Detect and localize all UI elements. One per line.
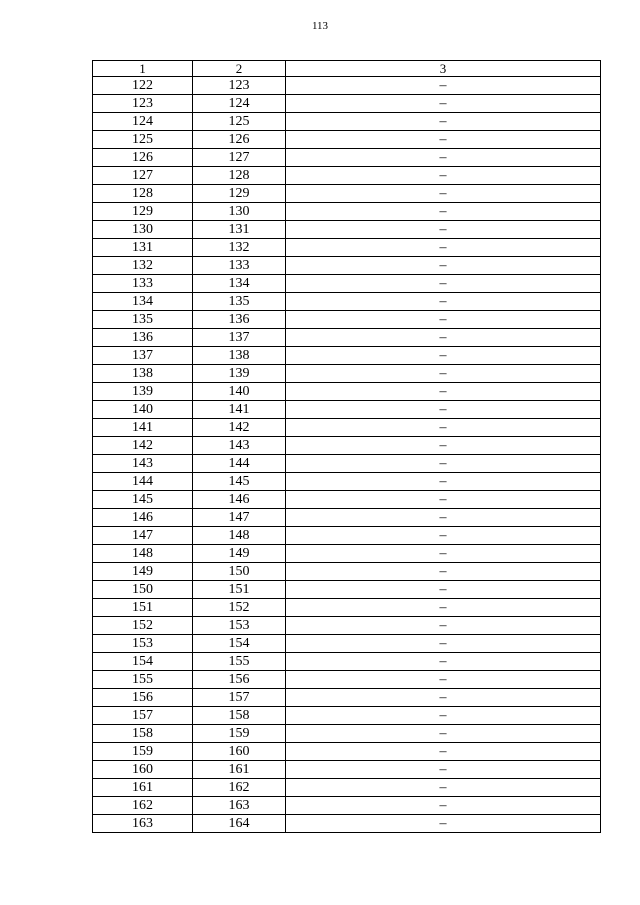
table-cell: 124 xyxy=(93,113,193,131)
table-cell: 130 xyxy=(93,221,193,239)
table-cell: 131 xyxy=(93,239,193,257)
table-row xyxy=(93,527,601,545)
table-row xyxy=(93,257,601,275)
table-cell: – xyxy=(286,563,601,581)
table-cell: – xyxy=(286,797,601,815)
table-cell: 154 xyxy=(193,635,286,653)
table-row xyxy=(93,347,601,365)
table-cell: 156 xyxy=(93,689,193,707)
table-cell: 147 xyxy=(193,509,286,527)
table-cell: – xyxy=(286,761,601,779)
table-cell: – xyxy=(286,779,601,797)
table-row xyxy=(93,77,601,95)
table-cell: 151 xyxy=(93,599,193,617)
table-row xyxy=(93,545,601,563)
table-row xyxy=(93,689,601,707)
table-cell: 155 xyxy=(93,671,193,689)
table-row xyxy=(93,293,601,311)
table-cell: 139 xyxy=(193,365,286,383)
table-cell: – xyxy=(286,815,601,833)
table-cell: 145 xyxy=(193,473,286,491)
table-row xyxy=(93,473,601,491)
table-cell: 123 xyxy=(193,77,286,95)
table-cell: 123 xyxy=(93,95,193,113)
table-cell: 134 xyxy=(93,293,193,311)
table-cell: – xyxy=(286,383,601,401)
table-cell: 128 xyxy=(193,167,286,185)
table-cell: – xyxy=(286,185,601,203)
table-cell: – xyxy=(286,149,601,167)
table-cell: 132 xyxy=(193,239,286,257)
table-cell: 161 xyxy=(193,761,286,779)
table-cell: 142 xyxy=(93,437,193,455)
table-cell: – xyxy=(286,95,601,113)
table-cell: 136 xyxy=(93,329,193,347)
table-cell: 133 xyxy=(93,275,193,293)
table-cell: 154 xyxy=(93,653,193,671)
table-cell: 146 xyxy=(193,491,286,509)
table-cell: – xyxy=(286,437,601,455)
table-cell: 137 xyxy=(93,347,193,365)
table-row xyxy=(93,365,601,383)
table-row xyxy=(93,581,601,599)
column-header-1: 1 xyxy=(93,61,193,77)
table-row xyxy=(93,221,601,239)
table-cell: 126 xyxy=(193,131,286,149)
table-cell: 127 xyxy=(93,167,193,185)
table-row xyxy=(93,419,601,437)
table-cell: – xyxy=(286,329,601,347)
table-header-row xyxy=(93,61,601,77)
table-cell: 159 xyxy=(193,725,286,743)
table-cell: 160 xyxy=(93,761,193,779)
table-cell: – xyxy=(286,455,601,473)
table-cell: 147 xyxy=(93,527,193,545)
table-row xyxy=(93,743,601,761)
table-cell: 128 xyxy=(93,185,193,203)
table-cell: – xyxy=(286,581,601,599)
table-row xyxy=(93,617,601,635)
column-header-3: 3 xyxy=(286,61,601,77)
table-cell: 151 xyxy=(193,581,286,599)
table-cell: 163 xyxy=(93,815,193,833)
table-cell: 157 xyxy=(93,707,193,725)
table-cell: 164 xyxy=(193,815,286,833)
table-cell: 140 xyxy=(193,383,286,401)
table-cell: – xyxy=(286,491,601,509)
table-cell: 143 xyxy=(93,455,193,473)
table-row xyxy=(93,149,601,167)
table-cell: 162 xyxy=(193,779,286,797)
table-cell: – xyxy=(286,221,601,239)
table-cell: 129 xyxy=(193,185,286,203)
table-row xyxy=(93,707,601,725)
table-cell: – xyxy=(286,725,601,743)
table-cell: – xyxy=(286,635,601,653)
table-cell: 143 xyxy=(193,437,286,455)
table-cell: – xyxy=(286,707,601,725)
table-cell: 124 xyxy=(193,95,286,113)
table-row xyxy=(93,383,601,401)
table-cell: 144 xyxy=(193,455,286,473)
table-cell: 132 xyxy=(93,257,193,275)
table-row xyxy=(93,185,601,203)
table-cell: 153 xyxy=(193,617,286,635)
table-cell: – xyxy=(286,509,601,527)
table-cell: 138 xyxy=(193,347,286,365)
table-cell: – xyxy=(286,77,601,95)
table-row xyxy=(93,509,601,527)
table-cell: 149 xyxy=(93,563,193,581)
table-cell: – xyxy=(286,275,601,293)
table-row xyxy=(93,491,601,509)
table-cell: 158 xyxy=(193,707,286,725)
table-cell: 141 xyxy=(93,419,193,437)
table-cell: – xyxy=(286,347,601,365)
data-table xyxy=(92,60,601,833)
table-cell: – xyxy=(286,671,601,689)
table-row xyxy=(93,455,601,473)
table-cell: – xyxy=(286,239,601,257)
table-cell: 158 xyxy=(93,725,193,743)
table-row xyxy=(93,437,601,455)
table-row xyxy=(93,203,601,221)
table-cell: – xyxy=(286,401,601,419)
table-row xyxy=(93,815,601,833)
table-cell: 149 xyxy=(193,545,286,563)
table-row xyxy=(93,635,601,653)
table-cell: 159 xyxy=(93,743,193,761)
table-row xyxy=(93,401,601,419)
table-cell: – xyxy=(286,689,601,707)
table-cell: – xyxy=(286,293,601,311)
table-cell: 136 xyxy=(193,311,286,329)
table-cell: – xyxy=(286,653,601,671)
table-cell: 135 xyxy=(193,293,286,311)
table-cell: 126 xyxy=(93,149,193,167)
table-cell: 125 xyxy=(193,113,286,131)
table-row xyxy=(93,275,601,293)
table-cell: 122 xyxy=(93,77,193,95)
table-cell: 162 xyxy=(93,797,193,815)
table-row xyxy=(93,329,601,347)
table-cell: 133 xyxy=(193,257,286,275)
table-cell: – xyxy=(286,527,601,545)
table-cell: 145 xyxy=(93,491,193,509)
table-cell: 142 xyxy=(193,419,286,437)
table-cell: – xyxy=(286,167,601,185)
table-cell: 137 xyxy=(193,329,286,347)
table-cell: – xyxy=(286,419,601,437)
table-row xyxy=(93,725,601,743)
table-row xyxy=(93,779,601,797)
table-cell: 146 xyxy=(93,509,193,527)
table-cell: 155 xyxy=(193,653,286,671)
table-cell: – xyxy=(286,257,601,275)
table-cell: 135 xyxy=(93,311,193,329)
table-cell: 153 xyxy=(93,635,193,653)
table-cell: 148 xyxy=(193,527,286,545)
table-cell: 157 xyxy=(193,689,286,707)
table-cell: – xyxy=(286,203,601,221)
table-cell: – xyxy=(286,545,601,563)
table-cell: 160 xyxy=(193,743,286,761)
table-cell: 131 xyxy=(193,221,286,239)
table-row xyxy=(93,761,601,779)
page-number: 113 xyxy=(311,20,329,32)
table-body xyxy=(93,77,601,833)
table-cell: – xyxy=(286,617,601,635)
table-row xyxy=(93,167,601,185)
table-cell: 152 xyxy=(93,617,193,635)
table-cell: 150 xyxy=(193,563,286,581)
table-cell: 161 xyxy=(93,779,193,797)
table-row xyxy=(93,563,601,581)
table-cell: 139 xyxy=(93,383,193,401)
table-cell: 138 xyxy=(93,365,193,383)
table-row xyxy=(93,131,601,149)
table-cell: – xyxy=(286,131,601,149)
table-cell: 125 xyxy=(93,131,193,149)
table-cell: 152 xyxy=(193,599,286,617)
table-cell: 140 xyxy=(93,401,193,419)
table-cell: – xyxy=(286,365,601,383)
table-cell: 163 xyxy=(193,797,286,815)
table-cell: 134 xyxy=(193,275,286,293)
table-row xyxy=(93,311,601,329)
table-cell: – xyxy=(286,311,601,329)
table-cell: – xyxy=(286,599,601,617)
table-cell: – xyxy=(286,473,601,491)
table-cell: 144 xyxy=(93,473,193,491)
table-row xyxy=(93,599,601,617)
table-cell: – xyxy=(286,743,601,761)
table-row xyxy=(93,95,601,113)
table-cell: – xyxy=(286,113,601,131)
table-row xyxy=(93,239,601,257)
table-cell: 127 xyxy=(193,149,286,167)
table-cell: 141 xyxy=(193,401,286,419)
table-cell: 130 xyxy=(193,203,286,221)
table-row xyxy=(93,113,601,131)
table-row xyxy=(93,671,601,689)
table-row xyxy=(93,797,601,815)
table-cell: 148 xyxy=(93,545,193,563)
table-cell: 156 xyxy=(193,671,286,689)
column-header-2: 2 xyxy=(193,61,286,77)
table-cell: 150 xyxy=(93,581,193,599)
table-cell: 129 xyxy=(93,203,193,221)
table-row xyxy=(93,653,601,671)
